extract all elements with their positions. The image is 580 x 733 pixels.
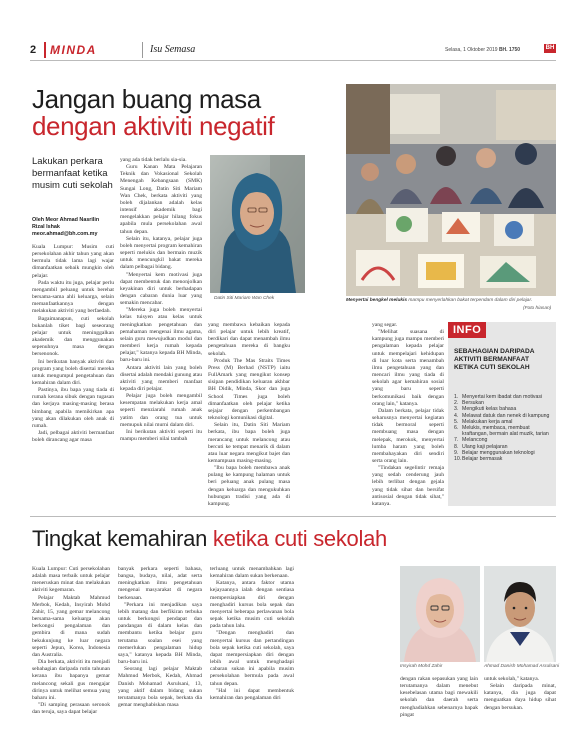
section-divider [44, 42, 46, 58]
article1-paragraph: yang ada tidak berlalu sia-sia. [120, 157, 187, 163]
article2-column-3 [210, 566, 294, 726]
info-list [454, 394, 554, 462]
photo2-caption-bold: Menyertai bengkel melukis [346, 298, 408, 303]
info-list-item: 6. Melukis, membaca, membuat kraftangan, bermain alat muzik, tarian [454, 425, 549, 438]
info-list-item: 4. Melawat datuk dan nenek di kampung [454, 412, 550, 419]
article2-paragraph: dengan rakan sepasukan yang lain terutamanya dalam menebut kesebelasan utama bagi mewakili sekolah dan daerah serta menghadiahkan sebenarnya bapak pingat [400, 676, 478, 718]
photo3-caption: Insyirah Mohd Zahir [400, 664, 443, 669]
article1-byline: Oleh Meor Ahmad Nasrilin Rizal Ishak [32, 217, 100, 230]
article1-paragraph: "Melihat suasana di kampung juga mampu memberi pengalaman kepada pelajar untuk mempelajari kehidupan di luar kota serta menambah ilmu pengetahuan yang dan mencari ilmu yang tiada di sekolah agar kemahiran sosial yang baru seperti berkomunikasi baik dengan orang lain," katanya. [372, 329, 444, 407]
paper-page: 1750 [508, 47, 521, 53]
date-text: Selasa, 1 Oktober 2019 [445, 47, 498, 53]
article1-paragraph: "Tindakan segelintir remaja yang sedah cenderung jauh lebih terlibat dengan gejala yang tidak sihat dan bersifat antisosial dengan tidak sihat," katanya. [372, 465, 444, 506]
article2-paragraph: "Hal ini dapat membentuk kemahiran dan pengalaman diri [210, 687, 294, 701]
article-divider [30, 516, 556, 517]
article1-paragraph: Selain itu, katanya, pelajar juga boleh menyertai program kemahiran seperti melukis dan bermain muzik untuk mencungkil bakat mereka dalam pelbagai bidang. [120, 235, 202, 271]
info-list-item: 2. Bersukan [454, 400, 484, 407]
article1-paragraph: "Menyertai kem motivasi juga dapat membentuk dan menonjolkan keyakinan diri untuk berhadapan dengan cabaran dunia luar yang semakin mencabar. [120, 271, 202, 307]
article2-paragraph: Seorang lagi pelajar Maktab Mahmud Merbok, Kedah, Ahmad Danish Mohamad Asrulsani, 13, yang aktif dalam bidang sukan terutamanya bola sepak, berkata dia gemar menghabiskan masa [118, 666, 202, 708]
article2-paragraph: Kuala Lumpur: Cuti persekolahan adalah masa terbaik untuk pelajar meneruskan minat dan melakukan aktiviti kegemaran. [32, 566, 110, 594]
article1-paragraph: Produk The Mas Straits Times Press (M) Berhad (NSTP) iaitu FullAmark yang mengikut konsep sisipan pendidikan keluaran akhbar BH Didik, Minda, Skor dan juga School Times juga boleh dimanfaatkan oleh pelajar ketika sejajar dengan perkembangan teknologi komunikasi digital. [208, 357, 290, 422]
article2-paragraph: "Dengan menghadiri dan menyertai kursus dan pertandingan bola sepak ketika cuti sekolah, saya dapat mempersiapkan diri dengan lebih awal untuk menghadapi cabaran sukan ini apabila musim persekolahan bermula pada awal tahun depan. [210, 630, 294, 687]
article1-byline-email: meor.ahmad@bh.com.my [32, 231, 98, 237]
article2-paragraph: untuk sekolah," katanya. [484, 676, 540, 682]
article1-deck: Lakukan perkara bermanfaat ketika musim cuti sekolah [32, 156, 113, 191]
article2-paragraph: "Di samping perasaan seronok dan teruja, saya dapat belajar [32, 701, 110, 716]
article1-paragraph: Guru Kanan Mata Pelajaran Teknik dan Vokasional Sekolah Menengah Kebangsaan (SMK) Sungai Long, Datin Siti Mariam Wan Chek, berkata aktiviti yang boleh dijalankan adalah kelas intensif akademik bagi mengelakkan pelajar hilang fokus apabila mula persekolahan awal tahun depan. [120, 164, 202, 235]
info-list-item: 7. Melancong [454, 437, 488, 444]
page-number: 2 [30, 44, 37, 56]
paper-name: BH. [498, 47, 508, 53]
article1-column-1 [32, 244, 114, 506]
article2-paragraph: Katanya, antara faktor utama kejayaannya ialah dengan sentiasa mempersiapkan diri dengan menghadiri kursus bola sepak dan menyertai beberapa perlawanan bola sepak ketika musim cuti sekolah pada tahun lalu. [210, 580, 294, 630]
article1-paragraph: Selain itu, Datin Siti Mariam berkata, ibu bapa boleh juga merancang untuk melancong atau bercuti ke tempat menarik di dalam atau luar negara mengikut bajet dan kemampuan masing-masing. [208, 422, 290, 464]
article2-paragraph: banyak perkara seperti bahasa, bangsa, budaya, nilai, adat serta meningkatkan ilmu pengetahuan mengenai masyarakat di negara berkenaan. [118, 566, 202, 601]
portrait-illustration [400, 566, 480, 662]
subsection-name: Isu Semasa [150, 44, 196, 55]
article2-column-2 [118, 566, 202, 726]
portrait-photo-ahmad-danish [484, 566, 556, 662]
article2-paragraph: Pelajar Maktab Mahmud Merbok, Kedah, Insyirah Mohd Zahir, 15, yang gemar melancong bersama-sama keluarga akan berkongsi pengalaman dan gembira di mana sudah bekukunjung ke luar negara seperti Jepun, Korea, Indonesia dan Australia. [32, 594, 110, 658]
article1-paragraph: Ini berikutan aktiviti seperti itu mampu memberi nilai tambah [120, 428, 202, 443]
article1-headline-line1: Jangan buang masa [32, 84, 261, 114]
article2-paragraph: Dia berkata, aktiviti itu menjadi sebahagian daripada rutin tahunan kerana ibu bapanya gemar melancong sekali gus mengajar dirinya untuk melihat semua yang baharu ini. [32, 659, 110, 701]
article1-paragraph: Ini berikutan banyak aktiviti dan program yang boleh disertai mereka untuk mengumpul pengetahuan dan kemahiran dalam diri. [32, 358, 114, 386]
info-list-item: 1. Menyertai kem ibadat dan motivasi [454, 394, 543, 400]
photo2-caption [346, 298, 556, 304]
article2-headline [32, 526, 387, 552]
photo1-caption: Datin Siti Mariam Wan Chek [214, 296, 275, 301]
portrait-photo-datin-siti-mariam [210, 155, 305, 293]
article1-paragraph: yang membawa kebaikan kepada diri pelajar untuk lebih kreatif, berdikari dan dapat menambah ilmu pengetahuan mereka di bangku sekolah. [208, 322, 290, 357]
article1-headline-line2: dengan aktiviti negatif [32, 111, 275, 141]
info-list-item: 10. Belajar bermasak [454, 456, 503, 463]
article1-paragraph: Pastinya, ibu bapa yang tiada di rumah kerana sibuk dengan tugasan dan kerjaya masing-masing berasa bimbang apabila memikirkan apa yang akan dilakukan oleh anak di rumah. [32, 387, 114, 429]
article1-column-5 [372, 322, 444, 506]
info-list-item: 9. Belajar menggunakan teknologi [454, 449, 535, 456]
article2-headline-part2: ketika cuti sekolah [212, 526, 387, 551]
portrait-illustration [484, 566, 556, 662]
info-list-item: 5. Melakukan kerja amal [454, 418, 513, 425]
section-divider-2 [142, 42, 143, 58]
info-tag [448, 322, 556, 340]
article1-column-4 [296, 322, 378, 506]
article2-column-1 [32, 566, 110, 726]
bh-logo: BH [545, 45, 555, 51]
page-date [445, 47, 520, 53]
article1-column-2 [120, 157, 202, 506]
article1-paragraph: Pada waktu itu juga, pelajar perlu mengambil peluang untuk berehat bersama-sama ahli keluarga, selain memanfaatkannya dengan melakukan aktiviti yang berfaedah. [32, 279, 114, 315]
article2-paragraph: terluang untuk menambahkan lagi kemahiran dalam sukan berkenaan. [210, 566, 294, 580]
info-list-item: 8. Ulang kaji pelajaran [454, 443, 508, 450]
photo-drawing-workshop [346, 84, 556, 296]
article1-paragraph: Antara aktiviti lain yang boleh disertai adalah mendaki gunung atau aktiviti yang memberi manfaat kepada diri pelajar. [120, 364, 202, 392]
article2-paragraph: "Perkara ini menjadikan saya lebih matang dan berfikiran terbuka untuk berkongsi pendapat dan pandangan di dalam kelas dan membantu ketika belajar guru terutama soalan esei yang memerlukan pengalaman hidup saya," katanya kepada BH Minda, baru-baru ini. [118, 601, 202, 666]
article1-paragraph: Dalam berkata, pelajar tidak seharusnya menyertai kegiatan tidak bermoral seperti membuang masa dengan melepak, merokok, menyertai lumba haram yang boleh membahayakan diri sendiri serta orang lain. [372, 407, 444, 464]
article1-paragraph: Bagaimanapun, cuti sekolah bukanlah tiket bagi seseorang pelajar untuk meninggalkan akademik dan menggunakan sepenuhnya masa dengan bersenonok. [32, 315, 114, 358]
info-tag-label: INFO [448, 322, 486, 338]
section-name: MINDA [50, 43, 97, 57]
article1-paragraph: Kuala Lumpur: Musim cuti persekolahan akhir tahun yang akan bermula tidak lama lagi wajar dimanfaatkan sebaik mungkin oleh pelajar. [32, 244, 114, 279]
portrait-photo-insyirah [400, 566, 480, 662]
article1-paragraph: yang segar. [372, 322, 398, 328]
photo4-caption: Ahmad Danish Mohamad Asrulsani [484, 664, 560, 669]
article1-paragraph: Pelajar juga boleh mengambil kesempatan melakukan kerja amal seperti menziarahi rumah anak yatim dan orang tua untuk memupuk nilai murni dalam diri. [120, 393, 202, 428]
article2-paragraph: Selain daripada minat, katanya, dia juga dapat menguatkan daya hidup sihat dengan bersukan. [484, 683, 556, 711]
info-title: SEBAHAGIAN DARIPADA AKTIVITI BERMANFAAT KETIKA CUTI SEKOLAH [454, 348, 535, 371]
photo2-caption-text: mampu menyerlahkan bakat terpendam dalam diri pelajar. [408, 298, 533, 303]
article2-headline-part1: Tingkat kemahiran [32, 526, 208, 551]
photo2-credit: (Foto hiasan) [523, 306, 552, 311]
header-rule [30, 60, 556, 61]
portrait-illustration [210, 155, 305, 293]
info-list-item: 3. Mengikuti kelas bahasa [454, 406, 517, 413]
article1-paragraph: "Ibu bapa boleh membawa anak pulang ke kampung halaman untuk beri peluang anak pulang masa dengan keluarga dan mengukuhkan hubungan tradisi yang ada di kampung. [208, 465, 290, 506]
article1-column-3 [208, 322, 290, 506]
workshop-illustration [346, 84, 556, 296]
article2-column-4 [400, 676, 478, 726]
article2-column-5 [484, 676, 556, 726]
article1-paragraph: "Mereka juga boleh menyertai kelas tuisyen atau kelas untuk meningkatkan pengetahuan dan pemahaman mengenai ilmu agama, selain guru mewujudkan modul dan memberi kerja rumah kepada pelajar," katanya kepada BH Minda, baru-baru ini. [120, 307, 202, 364]
article1-paragraph: Jadi, pelbagai aktiviti bermanfaat boleh dirancang agar masa [32, 430, 114, 444]
